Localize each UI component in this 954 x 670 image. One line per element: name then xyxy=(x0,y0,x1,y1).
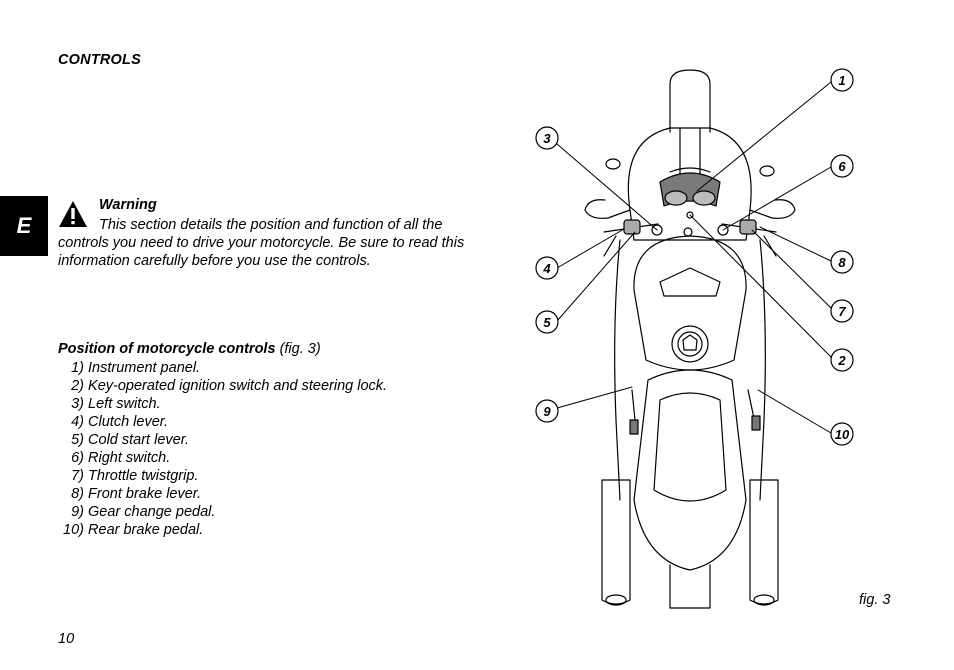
list-item xyxy=(58,395,387,413)
item-label: Gear change pedal. xyxy=(88,504,216,520)
callout-2: 2 xyxy=(838,353,846,368)
figure-label: fig. 3 xyxy=(859,592,891,608)
callout-markers xyxy=(536,69,853,445)
list-item xyxy=(58,413,387,431)
controls-list xyxy=(58,359,387,539)
language-tab: E xyxy=(0,196,48,256)
callout-9: 9 xyxy=(543,404,551,419)
item-label: Key-operated ignition switch and steering lock. xyxy=(88,378,388,394)
callout-8: 8 xyxy=(838,255,846,270)
item-number: 7) xyxy=(71,468,84,484)
list-item xyxy=(58,359,387,377)
item-label: Clutch lever. xyxy=(88,414,169,430)
list-item xyxy=(58,377,387,395)
motorcycle-outline xyxy=(585,70,795,608)
item-label: Throttle twistgrip. xyxy=(88,468,199,484)
item-number: 8) xyxy=(71,486,84,502)
item-label: Instrument panel. xyxy=(88,360,201,376)
item-label: Rear brake pedal. xyxy=(88,522,204,538)
position-heading-title: Position of motorcycle controls xyxy=(58,341,276,357)
position-fig-ref: (fig. 3) xyxy=(279,341,321,357)
callout-4: 4 xyxy=(543,261,551,276)
item-number: 5) xyxy=(71,432,84,448)
callout-10: 10 xyxy=(834,427,850,442)
item-label: Left switch. xyxy=(88,396,161,412)
item-label: Front brake lever. xyxy=(88,486,202,502)
item-number: 6) xyxy=(71,450,84,466)
item-number: 1) xyxy=(71,360,84,376)
item-number: 9) xyxy=(71,504,84,520)
list-item xyxy=(58,431,387,449)
list-item xyxy=(58,467,387,485)
item-label: Right switch. xyxy=(88,450,171,466)
item-number: 3) xyxy=(71,396,84,412)
item-label: Cold start lever. xyxy=(88,432,190,448)
callout-3: 3 xyxy=(543,131,551,146)
motorcycle-controls-figure xyxy=(520,60,880,615)
list-item xyxy=(58,485,387,503)
list-item xyxy=(58,503,387,521)
callout-6: 6 xyxy=(838,159,846,174)
list-item xyxy=(58,521,387,539)
item-number: 4) xyxy=(71,414,84,430)
callout-1: 1 xyxy=(838,73,846,88)
warning-title: Warning xyxy=(99,197,157,213)
callout-leader-lines xyxy=(557,82,831,433)
position-heading xyxy=(58,341,321,357)
callout-7: 7 xyxy=(838,304,846,319)
section-title: CONTROLS xyxy=(58,52,141,68)
item-number: 2) xyxy=(71,378,84,394)
page-number: 10 xyxy=(58,631,75,647)
callout-5: 5 xyxy=(543,315,551,330)
warning-text: This section details the position and function of all the controls you need to drive your motorcycle. Be sure to read this information carefully before you use the controls. xyxy=(58,217,465,269)
item-number: 10) xyxy=(63,522,84,538)
list-item xyxy=(58,449,387,467)
